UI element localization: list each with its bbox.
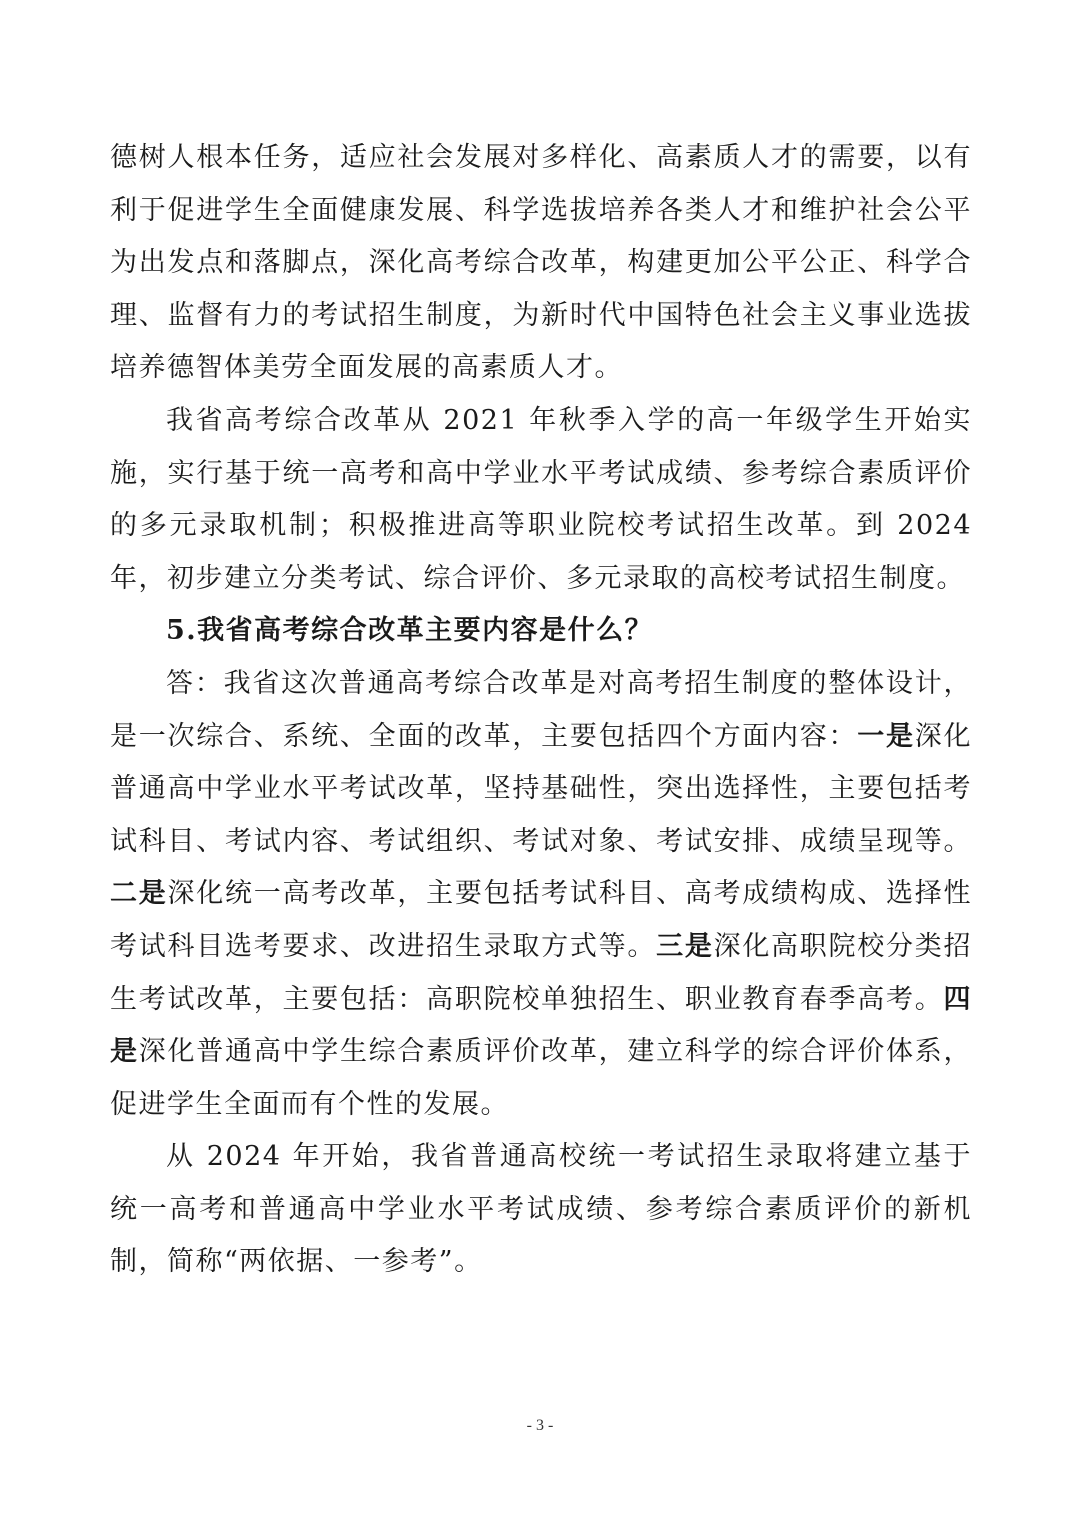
- point-3-text: 深化高职院校分类招生考试改革，主要包括：高职院校单独招生、职业教育春季高考。: [110, 930, 973, 1015]
- paragraph-new-mechanism: 从 2024 年开始，我省普通高校统一考试招生录取将建立基于统一高考和普通高中学业水平考试成绩、参考综合素质评价的新机制，简称“两依据、一参考”。: [110, 1141, 972, 1278]
- point-2-label: 二是: [110, 878, 168, 910]
- point-2-text: 深化统一高考改革，主要包括考试科目、高考成绩构成、选择性考试科目选考要求、改进招生录取方式等。: [110, 878, 973, 962]
- answer-intro: 答：我省这次普通高考综合改革是对高考招生制度的整体设计，是一次综合、系统、全面的改革，主要包括四个方面内容：: [110, 667, 972, 752]
- document-body: [110, 132, 972, 1289]
- point-1-text: 深化普通高中学业水平考试改革，坚持基础性，突出选择性，主要包括考试科目、考试内容、考试组织、考试对象、考试安排、成绩呈现等。: [110, 720, 973, 857]
- point-3-label: 三是: [656, 930, 714, 962]
- point-4-label: 四是: [110, 983, 972, 1068]
- point-4-text: 深化普通高中学生综合素质评价改革，建立科学的综合评价体系，促进学生全面而有个性的发展。: [110, 1036, 973, 1120]
- paragraph-answer: [110, 658, 972, 1131]
- page-number: - 3 -: [526, 1417, 554, 1434]
- paragraph-reform-timeline: 我省高考综合改革从 2021 年秋季入学的高一年级学生开始实施，实行基于统一高考和高中学业水平考试成绩、参考综合素质评价的多元录取机制；积极推进高等职业院校考试招生改革。到 2024 年，初步建立分类考试、综合评价、多元录取的高校考试招生制度。: [110, 404, 972, 594]
- section-heading-5: 5.我省高考综合改革主要内容是什么？: [166, 615, 654, 647]
- paragraph-continuation: 德树人根本任务，适应社会发展对多样化、高素质人才的需要，以有利于促进学生全面健康发展、科学选拔培养各类人才和维护社会公平为出发点和落脚点，深化高考综合改革，构建更加公平公正、科学合理、监督有力的考试招生制度，为新时代中国特色社会主义事业选拔培养德智体美劳全面发展的高素质人才。: [110, 142, 972, 384]
- point-1-label: 一是: [857, 720, 915, 752]
